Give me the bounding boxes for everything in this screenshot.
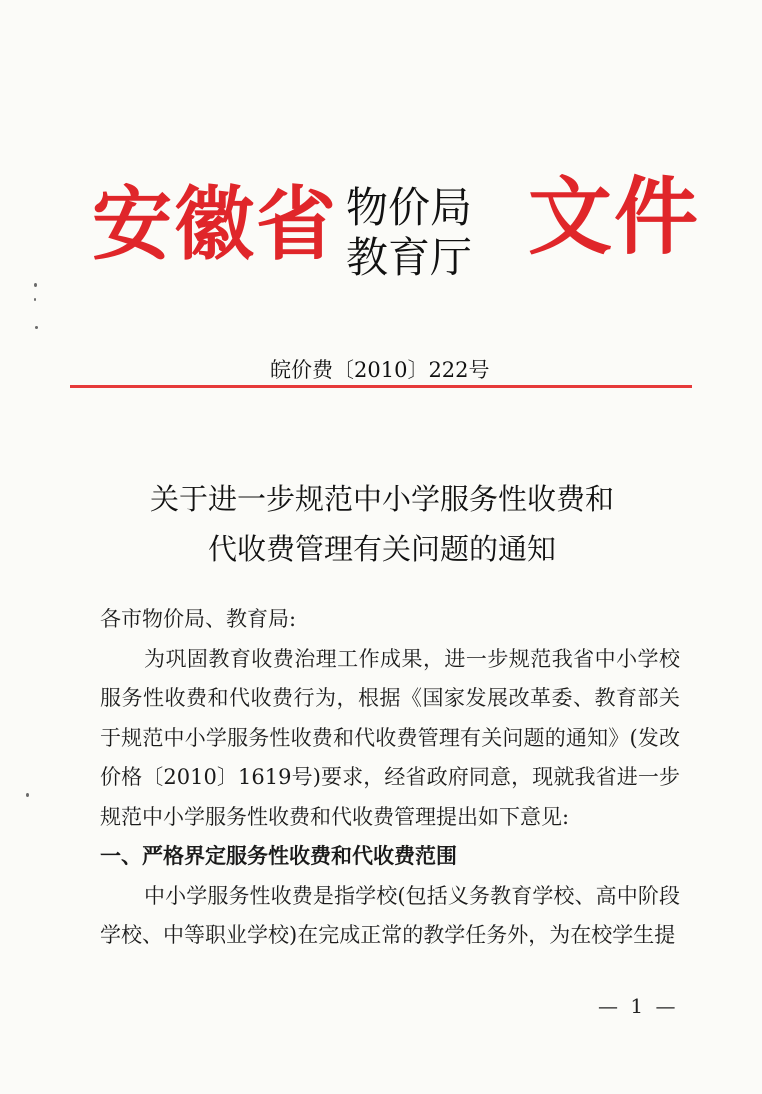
section-heading-1: 一、严格界定服务性收费和代收费范围 xyxy=(100,844,457,868)
salutation: 各市物价局、教育局: xyxy=(100,607,297,631)
scan-speck xyxy=(35,326,38,329)
scan-speck xyxy=(34,298,36,301)
title-line-1: 关于进一步规范中小学服务性收费和 xyxy=(149,482,614,516)
header-issuer-line2: 教育厅 xyxy=(346,233,473,282)
page-number: — 1 — xyxy=(598,994,679,1018)
document-number: 皖价费〔2010〕222号 xyxy=(270,358,490,382)
document-title xyxy=(80,474,684,574)
red-divider-rule xyxy=(70,385,692,388)
header-issuer-line1: 物价局 xyxy=(346,183,473,232)
header-issuers xyxy=(346,183,516,283)
intro-paragraph: 为巩固教育收费治理工作成果，进一步规范我省中小学校服务性收费和代收费行为，根据《国家发展改革委、教育部关于规范中小学服务性收费和代收费管理有关问题的通知》(发改价格〔2010〕1619号)要求，经省政府同意，现就我省进一步规范中小学服务性收费和代收费管理提出如下意见: xyxy=(100,646,680,829)
document-body xyxy=(100,600,680,956)
section-1-paragraph: 中小学服务性收费是指学校(包括义务教育学校、高中阶段学校、中等职业学校)在完成正常的教学任务外，为在校学生提 xyxy=(100,883,680,947)
header-province: 安徽省 xyxy=(92,177,338,271)
title-line-2: 代收费管理有关问题的通知 xyxy=(207,532,556,566)
scan-speck xyxy=(26,793,29,797)
header-doc-type: 文件 xyxy=(528,167,701,266)
scan-speck xyxy=(34,283,37,287)
